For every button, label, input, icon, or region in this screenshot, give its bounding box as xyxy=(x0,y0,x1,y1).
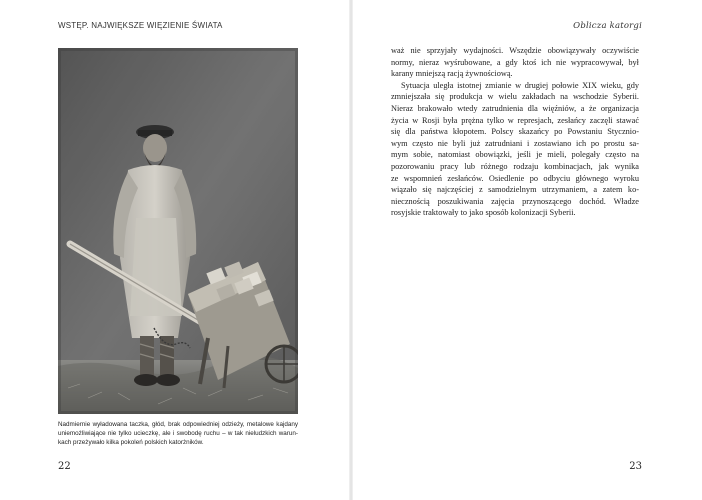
body-text xyxy=(391,45,639,219)
text-line: rosyjskie traktowały to jako sposób kolonizacji Syberii. xyxy=(391,208,576,218)
text-line: karany mniejszą racją żywnościową. xyxy=(391,69,513,79)
caption-line: kach przeżywało kilka pokoleń polskich katorżników. xyxy=(58,439,204,446)
right-page xyxy=(351,0,702,500)
text-line: zmniejszała się produkcja w wielu zakładach na wschodzie Syberii. xyxy=(391,92,639,102)
text-line: mym sobie, natomiast obowiązki, jeśli je mieli, polegały często na xyxy=(391,150,639,160)
text-line: Nieraz brakowało wtedy zatrudnienia dla więźniów, a że organizacja xyxy=(391,103,639,113)
text-line: waż nie sprzyjały wydajności. Wszędzie obowiązywały oczywiście xyxy=(391,46,639,55)
text-line: wym często nie byli już zatrudniani i zostawiano ich po prostu sa- xyxy=(391,138,639,148)
text-line: normy, nieraz wyśrubowane, a gdy ktoś ich nie wypracowywał, był xyxy=(391,57,639,67)
text-line: pozorowaniu pracy lub różnego rodzaju kombinacjach, jak wynika xyxy=(391,161,639,171)
text-line: Sytuacja uległa istotnej zmianie w drugiej połowie XIX wieku, gdy xyxy=(401,80,639,90)
right-page-number: 23 xyxy=(629,461,642,472)
text-line: się dla państwa kłopotem. Polscy skazańcy po Powstaniu Stycznio- xyxy=(391,127,639,137)
caption-line: uniemożliwiające nie tylko ucieczkę, ale i swobodę ruchu – w tak nieludzkich warun- xyxy=(58,430,298,437)
text-line: wiązało się najczęściej z samodzielnym utrzymaniem, a zatem ko- xyxy=(391,185,639,195)
caption-line: Nadmiernie wyładowana taczka, głód, brak odpowiedniej odzieży, metalowe kajdany xyxy=(58,421,298,428)
text-line: życia w Rosji była prężna tylko w represjach, zesłańcy zaczęli stawać xyxy=(391,115,639,125)
convict-photo xyxy=(58,48,298,414)
photo-caption xyxy=(58,420,298,447)
text-line: ze wspomnień zesłańców. Osiedlenie po odbyciu głównego wyroku xyxy=(391,173,639,183)
right-running-head: Oblicza katorgi xyxy=(573,21,642,31)
left-running-head: WSTĘP. NAJWIĘKSZE WIĘZIENIE ŚWIATA xyxy=(58,21,223,30)
text-line: niecznością poszukiwania zajęcia przynoszącego dochód. Władze xyxy=(391,196,639,206)
left-page-number: 22 xyxy=(58,461,71,472)
